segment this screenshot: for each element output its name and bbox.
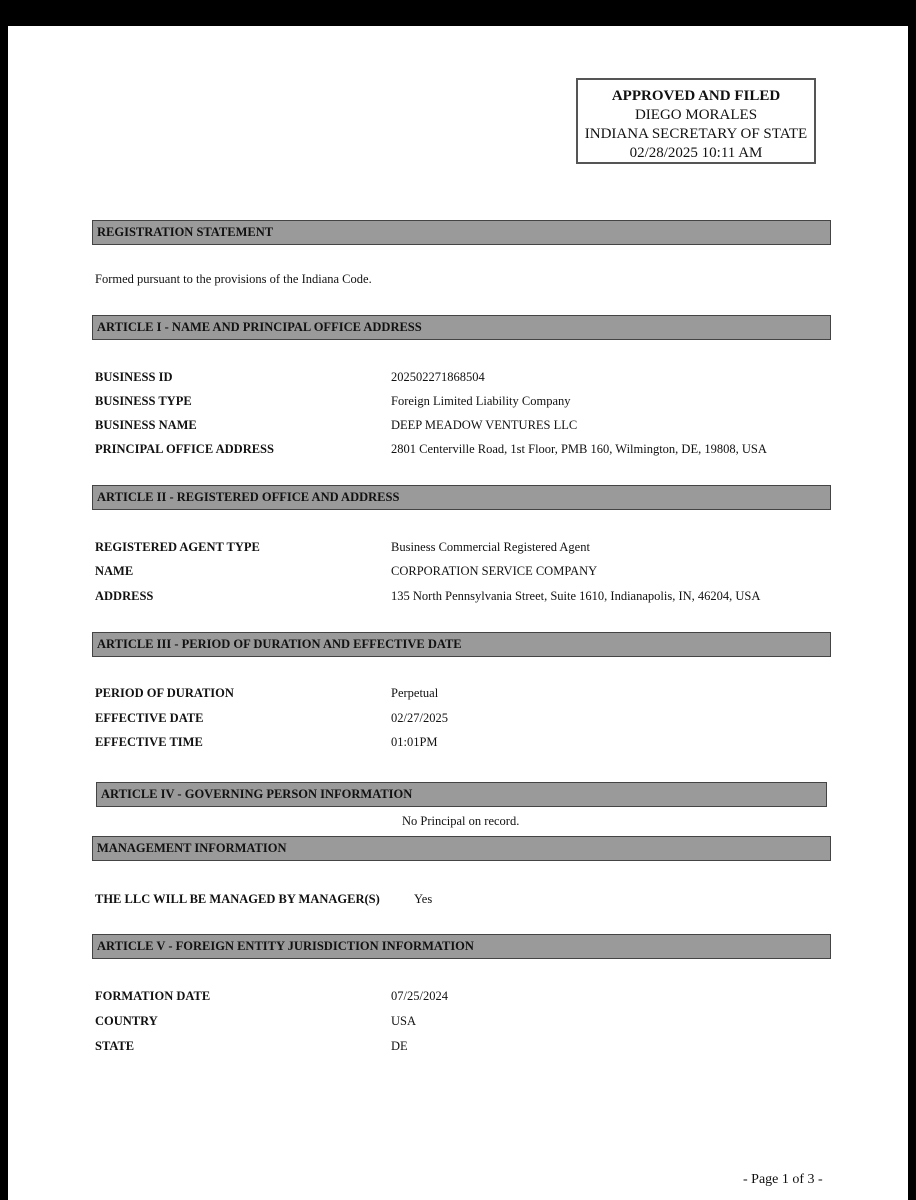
stamp-secretary-name: DIEGO MORALES xyxy=(634,107,758,123)
field-label-business-id: BUSINESS ID xyxy=(95,370,173,384)
section-header-article-2: ARTICLE II - REGISTERED OFFICE AND ADDRESS xyxy=(92,485,831,510)
section-header-article-1: ARTICLE I - NAME AND PRINCIPAL OFFICE ADDRESS xyxy=(92,315,831,340)
field-value-state: DE xyxy=(391,1039,408,1053)
stamp-timestamp: 02/28/2025 10:11 AM xyxy=(629,145,763,161)
field-label-agent-type: REGISTERED AGENT TYPE xyxy=(95,540,260,554)
field-value-effective-time: 01:01PM xyxy=(391,735,438,749)
field-label-business-name: BUSINESS NAME xyxy=(95,418,197,432)
field-label-agent-name: NAME xyxy=(95,564,134,578)
field-value-managed-by-managers: Yes xyxy=(414,892,433,906)
field-label-formation-date: FORMATION DATE xyxy=(95,989,211,1003)
document-page xyxy=(8,26,908,1200)
field-label-principal-office: PRINCIPAL OFFICE ADDRESS xyxy=(95,442,274,456)
page-number: - Page 1 of 3 - xyxy=(743,1172,823,1187)
field-value-period-of-duration: Perpetual xyxy=(391,686,439,700)
field-value-business-id: 202502271868504 xyxy=(391,370,485,384)
registration-text: Formed pursuant to the provisions of the Indiana Code. xyxy=(95,272,372,286)
field-value-principal-office: 2801 Centerville Road, 1st Floor, PMB 160, Wilmington, DE, 19808, USA xyxy=(391,442,767,456)
field-label-state: STATE xyxy=(95,1039,135,1053)
field-value-formation-date: 07/25/2024 xyxy=(391,989,448,1003)
stamp-title: APPROVED AND FILED xyxy=(611,88,781,104)
field-value-business-name: DEEP MEADOW VENTURES LLC xyxy=(391,418,578,432)
field-label-period-of-duration: PERIOD OF DURATION xyxy=(95,686,234,700)
stamp-office: INDIANA SECRETARY OF STATE xyxy=(584,126,808,142)
field-label-business-type: BUSINESS TYPE xyxy=(95,394,192,408)
field-label-agent-address: ADDRESS xyxy=(95,589,154,603)
section-header-article-3: ARTICLE III - PERIOD OF DURATION AND EFFECTIVE DATE xyxy=(92,632,831,657)
section-header-article-5: ARTICLE V - FOREIGN ENTITY JURISDICTION INFORMATION xyxy=(92,934,831,959)
field-value-agent-name: CORPORATION SERVICE COMPANY xyxy=(391,564,598,578)
field-value-effective-date: 02/27/2025 xyxy=(391,711,448,725)
field-label-country: COUNTRY xyxy=(95,1014,158,1028)
field-label-effective-time: EFFECTIVE TIME xyxy=(95,735,203,749)
field-value-agent-address: 135 North Pennsylvania Street, Suite 1610, Indianapolis, IN, 46204, USA xyxy=(391,589,761,603)
field-value-business-type: Foreign Limited Liability Company xyxy=(391,394,571,408)
section-header-article-4: ARTICLE IV - GOVERNING PERSON INFORMATION xyxy=(96,782,827,807)
field-value-agent-type: Business Commercial Registered Agent xyxy=(391,540,590,554)
section-header-management: MANAGEMENT INFORMATION xyxy=(92,836,831,861)
field-label-effective-date: EFFECTIVE DATE xyxy=(95,711,204,725)
no-principal-text: No Principal on record. xyxy=(402,814,520,828)
filing-stamp xyxy=(576,78,816,164)
field-label-managed-by-managers: THE LLC WILL BE MANAGED BY MANAGER(S) xyxy=(95,892,380,906)
section-header-registration: REGISTRATION STATEMENT xyxy=(92,220,831,245)
field-value-country: USA xyxy=(391,1014,417,1028)
